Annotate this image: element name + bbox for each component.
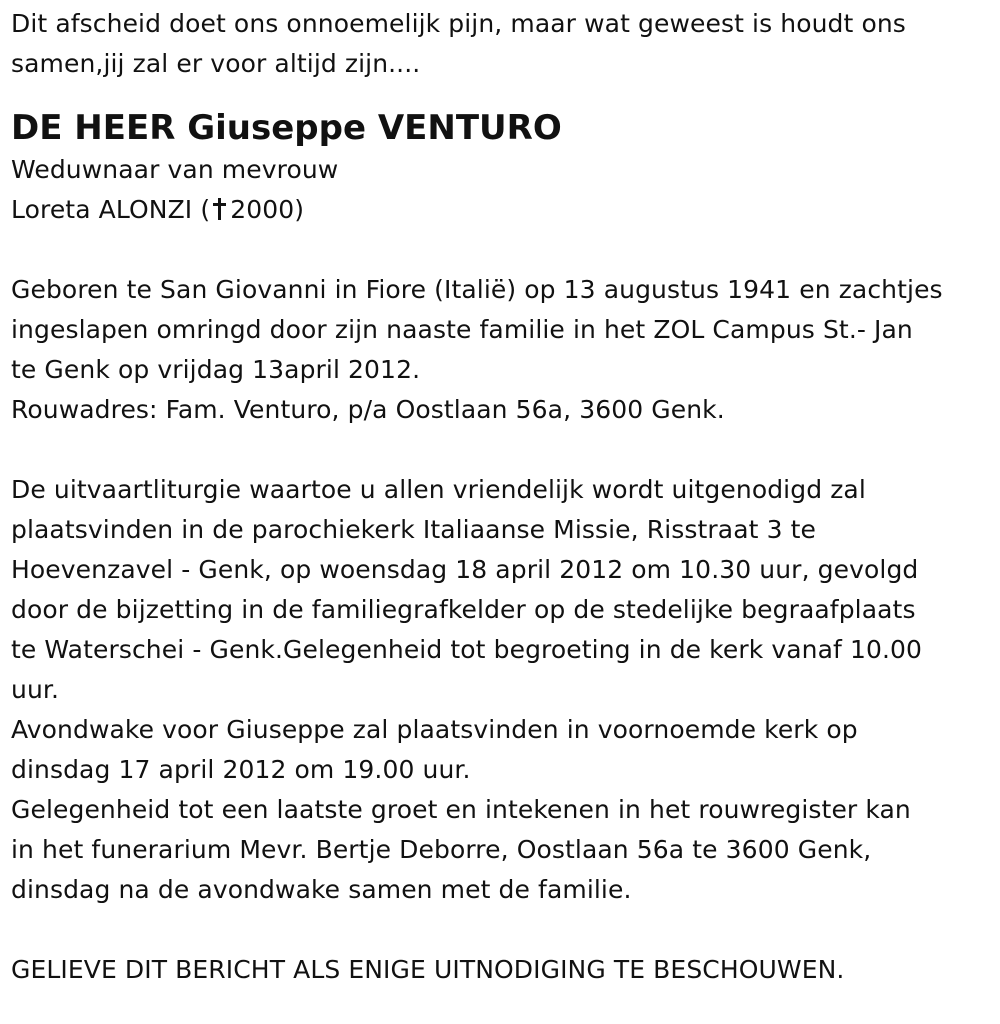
funeral-line-3: Hoevenzavel - Genk, op woensdag 18 april 2012 om 10.30 uur, gevolgd <box>11 555 919 584</box>
spacer <box>11 910 991 950</box>
farewell-line-1: Gelegenheid tot een laatste groet en intekenen in het rouwregister kan <box>11 795 911 824</box>
birth-line-2: ingeslapen omringd door zijn naaste familie in het ZOL Campus St.- Jan <box>11 315 913 344</box>
funeral-line-4: door de bijzetting in de familiegrafkelder op de stedelijke begraafplaats <box>11 595 916 624</box>
farewell-line-2: in het funerarium Mevr. Bertje Deborre, Oostlaan 56a te 3600 Genk, <box>11 835 872 864</box>
vigil-line-1: Avondwake voor Giuseppe zal plaatsvinden in voornoemde kerk op <box>11 715 858 744</box>
widow-line: Weduwnaar van mevrouw <box>11 155 339 184</box>
closing-notice: GELIEVE DIT BERICHT ALS ENIGE UITNODIGING TE BESCHOUWEN. <box>11 955 845 984</box>
spouse-death-year: 2000) <box>230 195 305 224</box>
intro-line-1: Dit afscheid doet ons onnoemelijk pijn, maar wat geweest is houdt ons <box>11 9 906 38</box>
birth-line-3: te Genk op vrijdag 13april 2012. <box>11 355 421 384</box>
funeral-line-2: plaatsvinden in de parochiekerk Italiaanse Missie, Risstraat 3 te <box>11 515 817 544</box>
vigil-line-2: dinsdag 17 april 2012 om 19.00 uur. <box>11 755 471 784</box>
spouse-line <box>11 190 991 230</box>
birth-line-1: Geboren te San Giovanni in Fiore (Italië) op 13 augustus 1941 en zachtjes <box>11 275 943 304</box>
spouse-name: Loreta ALONZI ( <box>11 195 211 224</box>
spacer <box>11 430 991 470</box>
mourning-address: Rouwadres: Fam. Venturo, p/a Oostlaan 56a, 3600 Genk. <box>11 395 725 424</box>
funeral-line-1: De uitvaartliturgie waartoe u allen vriendelijk wordt uitgenodigd zal <box>11 475 866 504</box>
farewell-line-3: dinsdag na de avondwake samen met de familie. <box>11 875 632 904</box>
deceased-name: DE HEER Giuseppe VENTURO <box>11 108 562 148</box>
obituary-notice <box>11 4 991 990</box>
funeral-line-6: uur. <box>11 675 60 704</box>
spacer <box>11 230 991 270</box>
cross-icon <box>212 198 228 220</box>
intro-line-2: samen,jij zal er voor altijd zijn.... <box>11 49 421 78</box>
funeral-line-5: te Waterschei - Genk.Gelegenheid tot begroeting in de kerk vanaf 10.00 <box>11 635 923 664</box>
